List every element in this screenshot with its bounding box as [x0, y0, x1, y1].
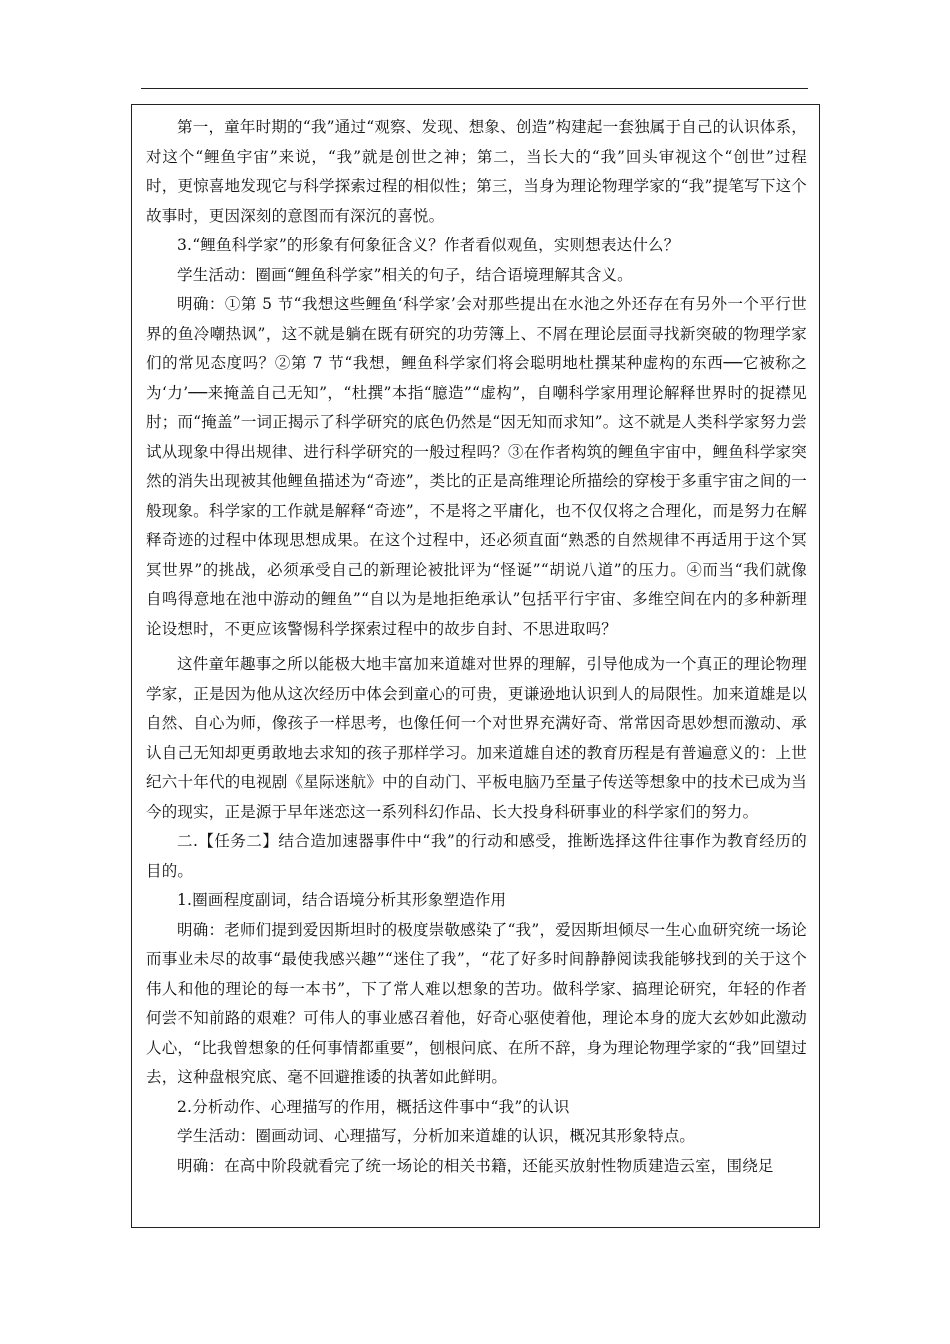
paragraph: 明确：老师们提到爱因斯坦时的极度崇敬感染了“我”，爱因斯坦倾尽一生心血研究统一场论而事业未尽的故事“最使我感兴趣”“迷住了我”，“花了好多时间静静阅读我能够找到的关于这个伟人和他的理论的每一本书”，下了常人难以想象的苦功。做科学家、搞理论研究，年轻的作者何尝不知前路的艰难？可伟人的事业感召着他，好奇心驱使着他，理论本身的庞大玄妙如此激动人心，“比我曾想象的任何事情都重要”，刨根问底、在所不辞，身为理论物理学家的“我”回望过去，这种盘根究底、毫不回避推诿的执著如此鲜明。: [146, 920, 807, 1086]
paragraph: 学生活动：圈画动词、心理描写，分析加来道雄的认识，概况其形象特点。: [177, 1127, 696, 1145]
paragraph: 3.“鲤鱼科学家”的形象有何象征含义？作者看似观鱼，实则想表达什么？: [177, 236, 680, 254]
paragraph: 二.【任务二】结合造加速器事件中“我”的行动和感受，推断选择这件往事作为教育经历的目的。: [146, 832, 807, 880]
header-rule: [141, 88, 808, 89]
paragraph: 第一，童年时期的“我”通过“观察、发现、想象、创造”构建起一套独属于自己的认识体系，对这个“鲤鱼宇宙”来说，“我”就是创世之神；第二，当长大的“我”回头审视这个“创世”过程时，更惊喜地发现它与科学探索过程的相似性；第三，当身为理论物理学家的“我”提笔写下这个故事时，更因深刻的意图而有深沉的喜悦。: [146, 118, 807, 225]
lesson-text: [146, 113, 807, 1181]
paragraph: 明确：在高中阶段就看完了统一场论的相关书籍，还能买放射性物质建造云室，围绕足: [177, 1156, 774, 1175]
paragraph: 这件童年趣事之所以能极大地丰富加来道雄对世界的理解，引导他成为一个真正的理论物理学家，正是因为他从这次经历中体会到童心的可贵，更谦逊地认识到人的局限性。加来道雄是以自然、自心为师，像孩子一样思考，也像任何一个对世界充满好奇、常常因奇思妙想而激动、承认自己无知却更勇敢地去求知的孩子那样学习。加来道雄自述的教育历程是有普遍意义的：上世纪六十年代的电视剧《星际迷航》中的自动门、平板电脑乃至量子传送等想象中的技术已成为当今的现实，正是源于早年迷恋这一系列科幻作品、长大投身科研事业的科学家们的努力。: [146, 655, 807, 821]
paragraph: 学生活动：圈画“鲤鱼科学家”相关的句子，结合语境理解其含义。: [177, 265, 633, 284]
paragraph: 明确：①第 5 节“我想这些鲤鱼‘科学家’会对那些提出在水池之外还存在有另外一个平行世界的鱼冷嘲热讽”，这不就是躺在既有研究的功劳簿上、不屑在理论层面寻找新突破的物理学家们的常见态度吗？②第 7 节“我想，鲤鱼科学家们将会聪明地杜撰某种虚构的东西──它被称之为‘力’──来掩盖自己无知”，“杜撰”本指“臆造”“虚构”，自嘲科学家用理论解释世界时的捉襟见肘；而“掩盖”一词正揭示了科学研究的底色仍然是“因无知而求知”。这不就是人类科学家努力尝试从现象中得出规律、进行科学研究的一般过程吗？③在作者构筑的鲤鱼宇宙中，鲤鱼科学家突然的消失出现被其他鲤鱼描述为“奇迹”，类比的正是高维理论所描绘的穿梭于多重宇宙之间的一般现象。科学家的工作就是解释“奇迹”，不是将之平庸化，也不仅仅将之合理化，而是努力在解释奇迹的过程中体现思想成果。在这个过程中，还必须直面“熟悉的自然规律不再适用于这个冥冥世界”的挑战，必须承受自己的新理论被批评为“怪诞”“胡说八道”的压力。④而当“我们就像自鸣得意地在池中游动的鲤鱼”“自以为是地拒绝承认”包括平行宇宙、多维空间在内的多种新理论设想时，不更应该警惕科学探索过程中的故步自封、不思进取吗？: [146, 295, 807, 638]
table-cell: [131, 104, 820, 1228]
paragraph: 2.分析动作、心理描写的作用，概括这件事中“我”的认识: [177, 1097, 570, 1116]
paragraph: 1.圈画程度副词，结合语境分析其形象塑造作用: [177, 891, 507, 909]
